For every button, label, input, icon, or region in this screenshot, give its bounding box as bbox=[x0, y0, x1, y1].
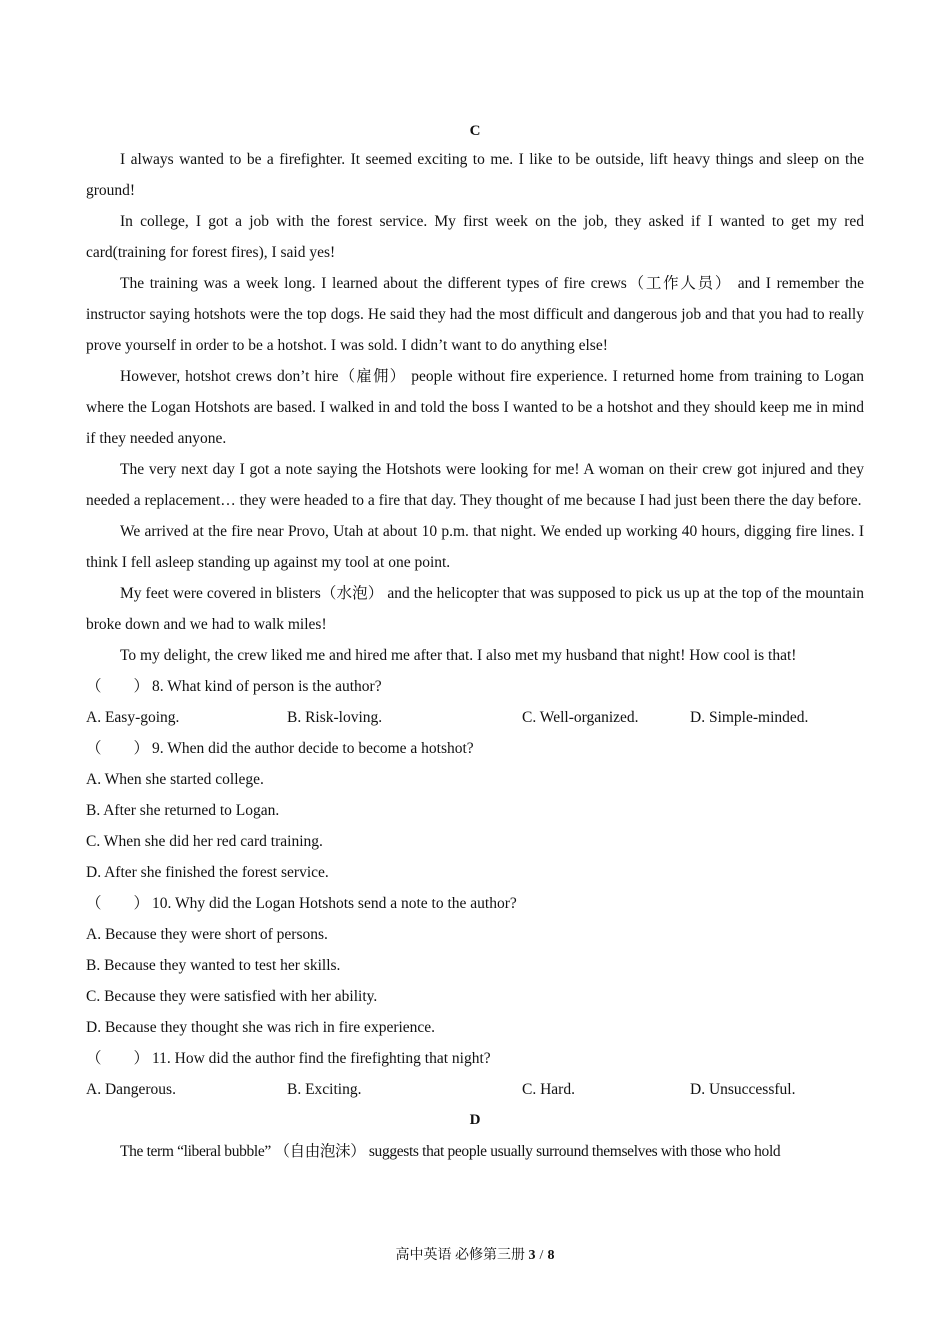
answer-blank: （ ） bbox=[86, 895, 150, 912]
passage-paragraph: The term “liberal bubble” （自由泡沫） suggests that people usually surround themselves with those who hold bbox=[120, 1143, 781, 1160]
answer-blank: （ ） bbox=[86, 740, 150, 757]
page-separator: / bbox=[539, 1248, 544, 1263]
option-b: B. Because they wanted to test her skills. bbox=[86, 957, 341, 974]
question-8-options bbox=[86, 702, 864, 733]
option-a: A. Easy-going. bbox=[86, 709, 180, 726]
page-total: 8 bbox=[547, 1248, 555, 1263]
answer-blank: （ ） bbox=[86, 678, 150, 695]
section-d-title: D bbox=[469, 1112, 481, 1128]
question-9 bbox=[86, 733, 864, 764]
option-c: C. Because they were satisfied with her ability. bbox=[86, 988, 378, 1005]
exam-page bbox=[86, 118, 864, 1167]
passage-paragraph: The training was a week long. I learned about the different types of fire crews（工作人员） and I remember the instructor saying hotshots were the top dogs. He said they had the most difficult and dangerous job and that you had to really prove yourself in order to be a hotshot. I was sold. I didn’t want to do anything else! bbox=[86, 275, 864, 354]
option-b: B. Risk-loving. bbox=[287, 709, 383, 726]
section-c-title: C bbox=[469, 123, 481, 139]
option-b: B. Exciting. bbox=[287, 1081, 362, 1098]
passage-paragraph: My feet were covered in blisters（水泡） and the helicopter that was supposed to pick us up at the top of the mountain broke down and we had to walk miles! bbox=[86, 585, 864, 633]
option-d: D. Simple-minded. bbox=[690, 709, 809, 726]
option-c: C. Hard. bbox=[522, 1081, 575, 1098]
option-b: B. After she returned to Logan. bbox=[86, 802, 280, 819]
question-11 bbox=[86, 1043, 864, 1074]
passage-paragraph: However, hotshot crews don’t hire（雇佣） people without fire experience. I returned home from training to Logan where the Logan Hotshots are based. I walked in and told the boss I wanted to be a hotshot and they should keep me in mind if they needed anyone. bbox=[86, 368, 864, 447]
question-10 bbox=[86, 888, 864, 919]
footer-label: 高中英语 必修第三册 bbox=[395, 1248, 526, 1263]
option-d: D. After she finished the forest service. bbox=[86, 864, 329, 881]
question-8-stem: 8. What kind of person is the author? bbox=[152, 678, 382, 695]
option-d: D. Unsuccessful. bbox=[690, 1081, 796, 1098]
option-c: C. Well-organized. bbox=[522, 709, 639, 726]
passage-paragraph: The very next day I got a note saying the Hotshots were looking for me! A woman on their crew got injured and they needed a replacement… they were headed to a fire that day. They thought of me because I had just been there the day before. bbox=[86, 461, 864, 509]
option-a: A. When she started college. bbox=[86, 771, 264, 788]
page-number: 3 bbox=[528, 1248, 536, 1263]
passage-paragraph: To my delight, the crew liked me and hired me after that. I also met my husband that night! How cool is that! bbox=[120, 647, 797, 664]
passage-paragraph: In college, I got a job with the forest service. My first week on the job, they asked if I wanted to get my red card(training for forest fires), I said yes! bbox=[86, 213, 864, 261]
question-10-stem: 10. Why did the Logan Hotshots send a note to the author? bbox=[152, 895, 517, 912]
question-9-stem: 9. When did the author decide to become a hotshot? bbox=[152, 740, 474, 757]
question-11-stem: 11. How did the author find the firefighting that night? bbox=[152, 1050, 491, 1067]
option-a: A. Because they were short of persons. bbox=[86, 926, 328, 943]
question-8 bbox=[86, 671, 864, 702]
passage-paragraph: We arrived at the fire near Provo, Utah at about 10 p.m. that night. We ended up working 40 hours, digging fire lines. I think I fell asleep standing up against my tool at one point. bbox=[86, 523, 864, 571]
answer-blank: （ ） bbox=[86, 1050, 150, 1067]
question-11-options bbox=[86, 1074, 864, 1105]
option-a: A. Dangerous. bbox=[86, 1081, 176, 1098]
page-footer bbox=[0, 1246, 950, 1266]
passage-paragraph: I always wanted to be a firefighter. It seemed exciting to me. I like to be outside, lift heavy things and sleep on the ground! bbox=[86, 151, 864, 199]
option-c: C. When she did her red card training. bbox=[86, 833, 323, 850]
option-d: D. Because they thought she was rich in fire experience. bbox=[86, 1019, 436, 1036]
